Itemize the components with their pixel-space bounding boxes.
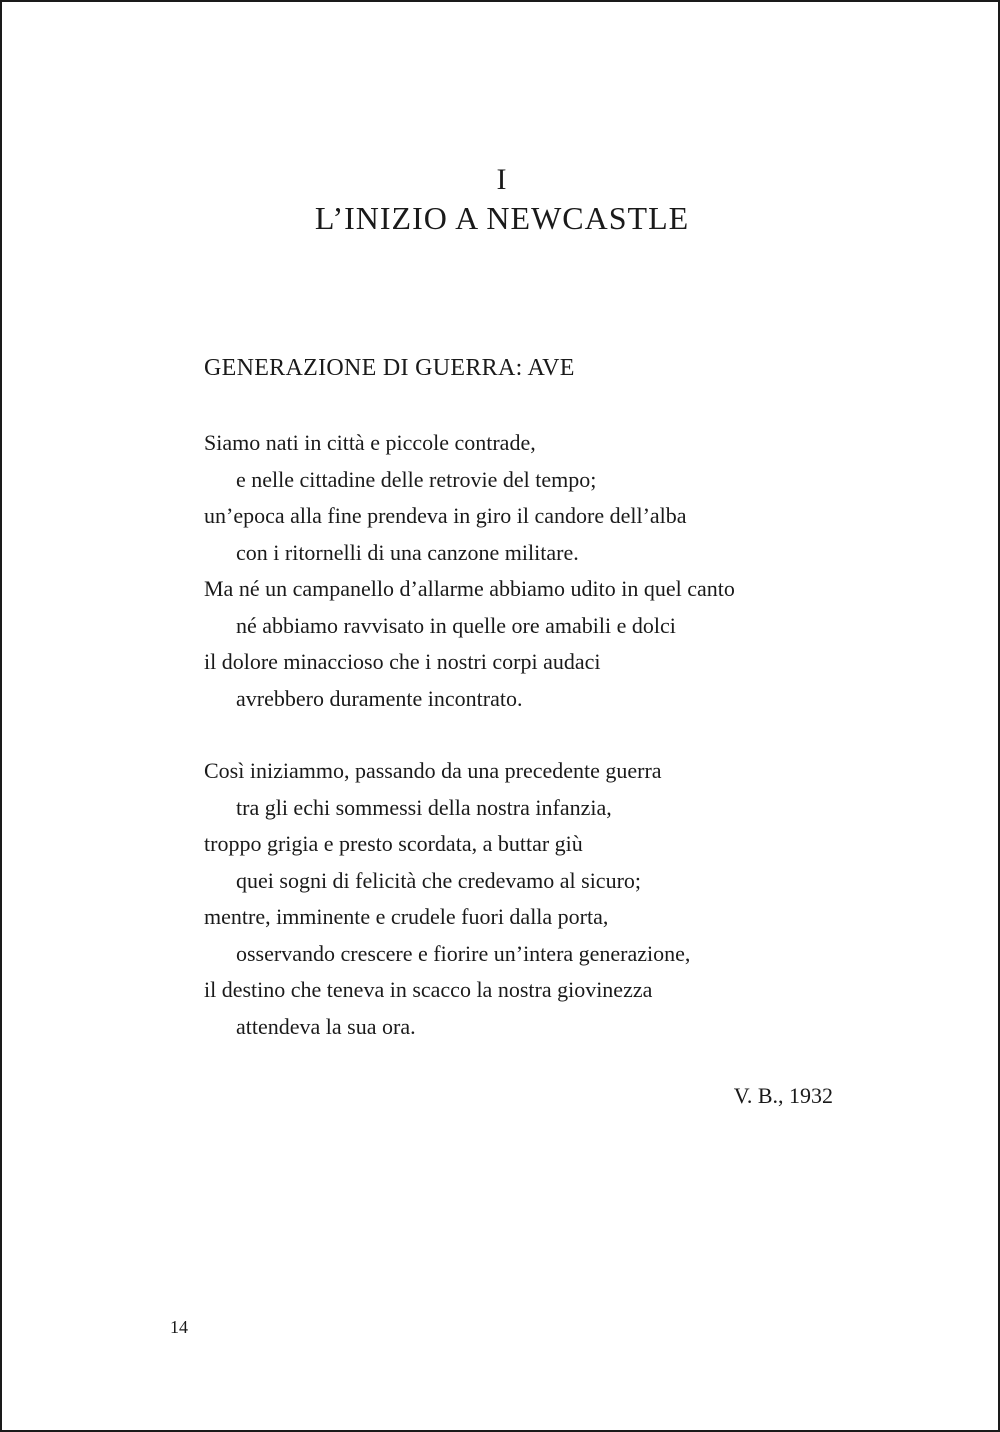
poem-line: Così iniziammo, passando da una precedente guerra (204, 758, 662, 783)
poem-line: mentre, imminente e crudele fuori dalla porta, (204, 904, 609, 929)
chapter-title: L’INIZIO A NEWCASTLE (314, 200, 690, 236)
poem-line: e nelle cittadine delle retrovie del tempo; (236, 466, 597, 492)
poem-line: un’epoca alla fine prendeva in giro il candore dell’alba (204, 503, 687, 528)
poem-stanza-2 (204, 753, 904, 1045)
poem-line: il destino che teneva in scacco la nostra giovinezza (204, 977, 653, 1002)
poem-line: quei sogni di felicità che credevamo al sicuro; (236, 867, 642, 893)
poem-title: GENERAZIONE DI GUERRA: AVE (204, 355, 575, 381)
poem-line: il dolore minaccioso che i nostri corpi audaci (204, 649, 601, 674)
poem-line: né abbiamo ravvisato in quelle ore amabili e dolci (236, 612, 676, 638)
chapter-number: I (496, 163, 508, 196)
poem-line: attendeva la sua ora. (236, 1013, 416, 1039)
poem-line: Siamo nati in città e piccole contrade, (204, 430, 536, 455)
poem-line: con i ritornelli di una canzone militare. (236, 539, 579, 565)
poem-line: Ma né un campanello d’allarme abbiamo udito in quel canto (204, 576, 735, 601)
poem-stanza-1 (204, 425, 904, 717)
page-number: 14 (170, 1317, 188, 1337)
poem-line: tra gli echi sommessi della nostra infanzia, (236, 794, 612, 820)
poem-line: avrebbero duramente incontrato. (236, 685, 523, 711)
poem-line: osservando crescere e fiorire un’intera generazione, (236, 940, 691, 966)
poem-signature: V. B., 1932 (733, 1083, 833, 1108)
poem-line: troppo grigia e presto scordata, a buttar giù (204, 831, 583, 856)
